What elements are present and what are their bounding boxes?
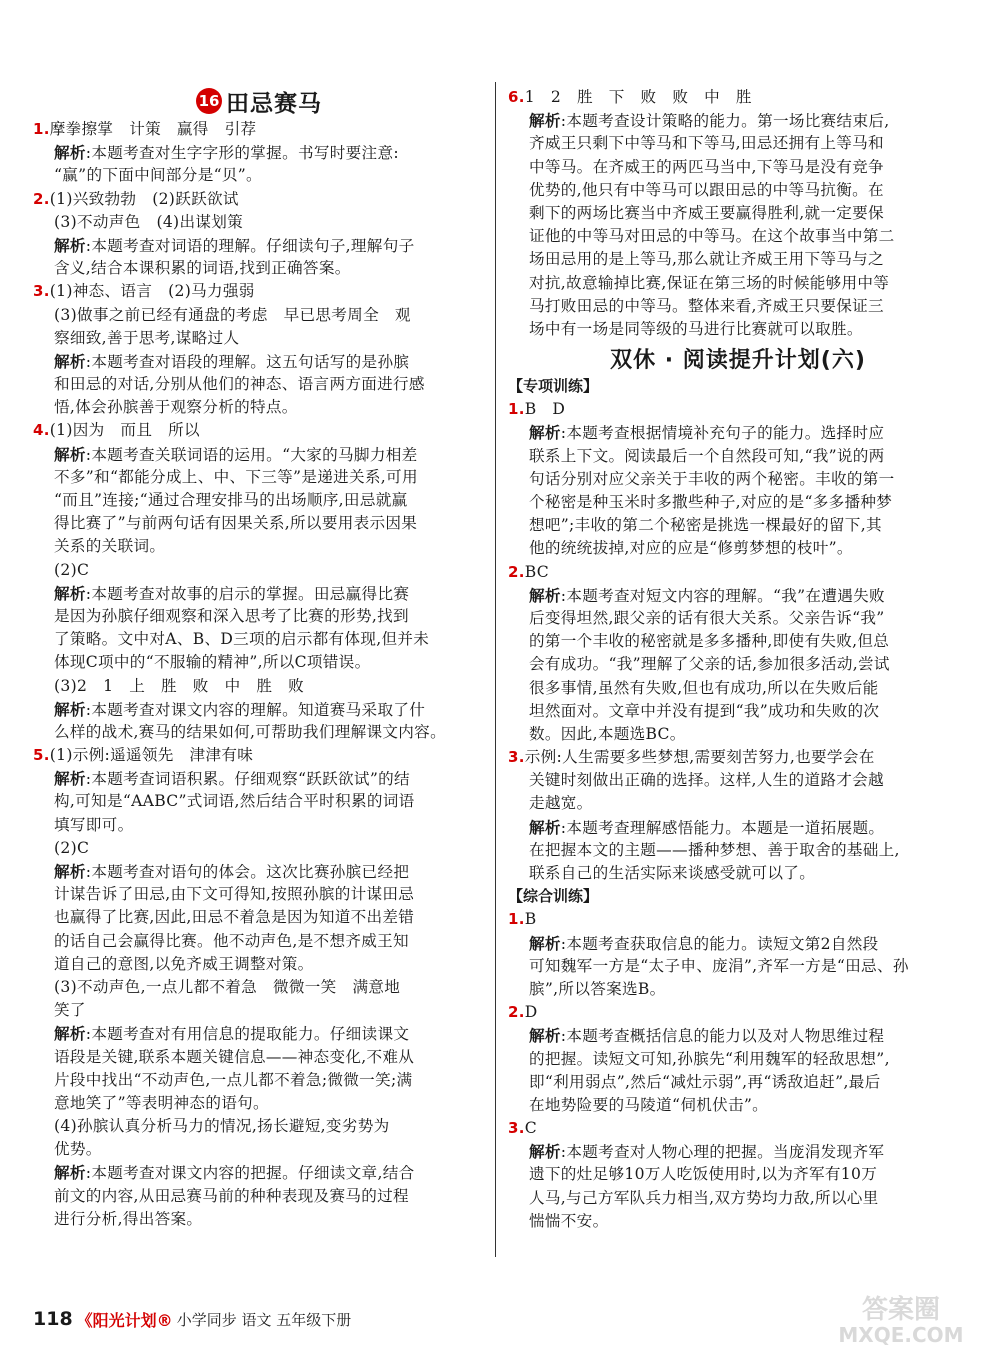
question-number: 2.: [508, 562, 525, 581]
line-text: 的把握。读短文可知,孙膑先“利用魏军的轻敌思想”,: [529, 1049, 890, 1068]
line-text: C: [524, 1119, 537, 1138]
text-line: [33, 837, 485, 860]
line-text: 个秘密是种玉米时多撒些种子,对应的是“多多播种梦: [529, 493, 893, 511]
text-line: [508, 132, 968, 155]
text-line: [33, 628, 485, 651]
text-line: [33, 234, 485, 257]
page-number: 118: [33, 1308, 73, 1330]
text-line: [508, 1094, 968, 1117]
line-text: 即“利用弱点”,然后“减灶示弱”,再“诱敌追赶”,最后: [529, 1072, 881, 1091]
brand-name: 《阳光计划®: [76, 1310, 173, 1330]
line-text: 后变得坦然,跟父亲的话有很大关系。父亲告诉“我”: [529, 608, 885, 627]
text-line: [33, 304, 485, 327]
text-line: [508, 272, 968, 295]
analysis-label: 解析: [529, 933, 561, 953]
text-line: [508, 677, 968, 700]
line-text: 示例:人生需要多些梦想,需要刻苦努力,也要学会在: [524, 748, 875, 767]
lesson-number-badge: 16: [196, 88, 222, 114]
line-text: 对抗,故意输掉比赛,保证在第三场的时候能够用中等: [529, 273, 890, 292]
special-training-heading: 【专项训练】: [508, 377, 599, 396]
line-text: B: [524, 910, 537, 929]
line-text: 关键时刻做出正确的选择。这样,人生的道路才会越: [529, 771, 884, 790]
question-number: 6.: [508, 88, 525, 106]
line-text: 也赢得了比赛,因此,田忌不着急是因为知道不出差错: [54, 908, 415, 927]
text-line: [33, 953, 485, 976]
analysis-label: 解析: [529, 423, 561, 443]
lesson-answers: [33, 118, 485, 1231]
special-training-answers: [508, 398, 968, 885]
line-text: 笑了: [54, 1001, 86, 1020]
line-text: 察细致,善于思考,谋略过人: [54, 328, 240, 347]
line-text: :本题考查对词语的理解。仔细读句子,理解句子: [85, 236, 415, 255]
line-text: 优势的,他只有中等马可以跟田忌的中等马抗衡。在: [529, 180, 884, 199]
text-line: [33, 675, 485, 698]
text-line: [33, 860, 485, 883]
line-text: “赢”的下面中间部分是“贝”。: [54, 166, 262, 185]
text-line: [33, 814, 485, 837]
text-line: [508, 1187, 968, 1210]
lesson-answers-continued: [508, 86, 968, 341]
line-text: 遗下的灶足够10万人吃饭使用时,以为齐军有10万: [529, 1165, 878, 1184]
line-text: 计谋告诉了田忌,由下文可得知,按照孙膑的计谋田忌: [54, 885, 415, 904]
text-line: [508, 932, 968, 955]
text-line: [33, 188, 485, 211]
line-text: 在把握本文的主题——播种梦想、善于取舍的基础上,: [529, 840, 900, 859]
text-line: [508, 769, 968, 792]
text-line: [508, 839, 968, 862]
text-line: [33, 976, 485, 999]
text-line: [508, 514, 968, 537]
text-line: [33, 373, 485, 396]
text-line: [33, 512, 485, 535]
line-text: (1)因为 而且 所以: [49, 421, 200, 440]
watermark-logo: [816, 1290, 986, 1348]
text-line: [33, 327, 485, 350]
line-text: 体现C项中的“不服输的精神”,所以C项错误。: [54, 653, 371, 672]
line-text: 会有成功。“我”理解了父亲的话,参加很多活动,尝试: [529, 655, 890, 674]
line-text: “而且”连接;“通过合理安排马的出场顺序,田忌就赢: [54, 491, 408, 509]
page-footer: [33, 1307, 351, 1331]
line-text: (2)C: [54, 560, 90, 579]
text-line: [508, 421, 968, 444]
analysis-label: 解析: [529, 817, 561, 837]
line-text: 进行分析,得出答案。: [54, 1209, 203, 1228]
analysis-label: 解析: [54, 583, 86, 603]
line-text: 道自己的意图,以免齐威王调整对策。: [54, 954, 314, 973]
line-text: (1)兴致勃勃 (2)跃跃欲试: [49, 189, 239, 208]
line-text: 意地笑了”等表明神态的语句。: [54, 1093, 269, 1112]
analysis-label: 解析: [529, 111, 561, 131]
text-line: [508, 700, 968, 723]
text-line: [33, 257, 485, 280]
line-text: 关系的关联词。: [54, 537, 166, 556]
text-line: [33, 350, 485, 373]
text-line: [508, 537, 968, 560]
text-line: [33, 906, 485, 929]
text-line: [33, 396, 485, 419]
text-line: [508, 468, 968, 491]
text-line: [33, 1115, 485, 1138]
line-text: 的第一个丰收的秘密就是多多播种,即使有失败,但总: [529, 632, 890, 651]
analysis-label: 解析: [54, 1024, 86, 1044]
analysis-label: 解析: [54, 769, 86, 789]
line-text: (3)2 1 上 胜 败 中 胜 败: [54, 676, 305, 695]
line-text: :本题考查理解感悟能力。本题是一道拓展题。: [560, 818, 885, 837]
text-line: [508, 1117, 968, 1140]
line-text: 前文的内容,从田忌赛马前的种种表现及赛马的过程: [54, 1186, 409, 1205]
text-line: [508, 816, 968, 839]
text-line: [508, 225, 968, 248]
text-line: [508, 318, 968, 341]
line-text: :本题考查获取信息的能力。读短文第2自然段: [560, 934, 879, 953]
comprehensive-training-heading: 【综合训练】: [508, 887, 599, 906]
text-line: [33, 605, 485, 628]
line-text: 了策略。文中对A、B、D三项的启示都有体现,但并未: [54, 630, 430, 649]
line-text: 联系上下文。阅读最后一个自然段可知,“我”说的两: [529, 446, 885, 465]
lesson-heading: [33, 86, 485, 116]
line-text: (2)C: [54, 838, 90, 857]
line-text: (3)做事之前已经有通盘的考虑 早已思考周全 观: [54, 305, 411, 324]
text-line: [508, 561, 968, 584]
text-line: [33, 999, 485, 1022]
text-line: [508, 607, 968, 630]
line-text: 膑”,所以答案选B。: [529, 979, 666, 998]
text-line: [33, 419, 485, 442]
analysis-label: 解析: [54, 351, 86, 371]
line-text: 优势。: [54, 1140, 102, 1159]
text-line: [33, 443, 485, 466]
question-number: 4.: [33, 421, 50, 440]
analysis-label: 解析: [54, 444, 86, 464]
line-text: 不多”和“都能分成上、中、下三等”是递进关系,可用: [54, 467, 418, 486]
line-text: (4)孙膑认真分析马力的情况,扬长避短,变劣势为: [54, 1117, 390, 1136]
text-line: [508, 398, 968, 421]
text-line: [33, 790, 485, 813]
line-text: :本题考查概括信息的能力以及对人物思维过程: [560, 1027, 885, 1046]
text-line: [33, 1208, 485, 1231]
line-text: 得比赛了”与前两句话有因果关系,所以要用表示因果: [54, 514, 418, 533]
line-text: :本题考查关联词语的运用。“大家的马脚力相差: [85, 445, 418, 464]
text-line: [508, 202, 968, 225]
column-divider: [495, 82, 496, 1257]
analysis-label: 解析: [54, 235, 86, 255]
text-line: [33, 883, 485, 906]
text-line: [508, 1140, 968, 1163]
watermark-big-text: 答案圈: [861, 1295, 941, 1325]
text-line: [33, 721, 485, 744]
text-line: [508, 1001, 968, 1024]
question-number: 2.: [508, 1003, 525, 1022]
line-text: 剩下的两场比赛当中齐威王要赢得胜利,就一定要保: [529, 203, 884, 222]
text-line: [33, 141, 485, 164]
line-text: 填写即可。: [54, 815, 134, 834]
text-line: [508, 908, 968, 931]
text-line: [33, 930, 485, 953]
line-text: 齐威王只剩下中等马和下等马,田忌还拥有上等马和: [529, 134, 884, 153]
line-text: 悟,体会孙膑善于观察分析的特点。: [54, 398, 298, 417]
text-line: [508, 445, 968, 468]
line-text: (3)不动声色,一点儿都不着急 微微一笑 满意地: [54, 977, 401, 996]
text-line: [33, 744, 485, 767]
text-line: [33, 1046, 485, 1069]
line-text: :本题考查对语句的体会。这次比赛孙膑已经把: [85, 863, 410, 881]
line-text: (1)示例:遥遥领先 津津有味: [49, 746, 254, 765]
text-line: [508, 584, 968, 607]
text-line: [508, 1210, 968, 1233]
analysis-label: 解析: [54, 1163, 86, 1183]
text-line: [33, 698, 485, 721]
text-line: [508, 1163, 968, 1186]
question-number: 1.: [33, 120, 50, 138]
line-text: 走越宽。: [529, 794, 593, 813]
text-line: [33, 651, 485, 674]
section-title: 双休 · 阅读提升计划(六): [610, 347, 866, 373]
line-text: 摩拳擦掌 计策 赢得 引荐: [49, 120, 257, 138]
text-line: [508, 723, 968, 746]
text-line: [33, 767, 485, 790]
line-text: 证他的中等马对田忌的中等马。在这个故事当中第二: [529, 227, 895, 246]
text-line: [33, 1138, 485, 1161]
watermark-url: MXQE.COM: [838, 1323, 964, 1347]
text-line: [508, 491, 968, 514]
line-text: :本题考查对语段的理解。这五句话写的是孙膑: [85, 352, 410, 371]
line-text: 马打败田忌的中等马。整体来看,齐威王只要保证三: [529, 296, 884, 315]
text-line: [508, 86, 968, 109]
line-text: (1)神态、语言 (2)马力强弱: [49, 282, 255, 301]
line-text: D: [524, 1003, 538, 1022]
text-line: [508, 1071, 968, 1094]
line-text: :本题考查对课文内容的理解。知道赛马采取了什: [85, 700, 426, 719]
analysis-label: 解析: [529, 585, 561, 605]
line-text: :本题考查对故事的启示的掌握。田忌赢得比赛: [85, 584, 410, 603]
analysis-label: 解析: [54, 862, 86, 881]
line-text: 和田忌的对话,分别从他们的神态、语言两方面进行感: [54, 375, 425, 394]
question-number: 2.: [33, 189, 50, 208]
line-text: 数。因此,本题选BC。: [529, 724, 686, 743]
text-line: [33, 211, 485, 234]
text-line: [508, 109, 968, 132]
text-line: [508, 653, 968, 676]
line-text: 想吧”;丰收的第二个秘密是挑选一棵最好的留下,其: [529, 516, 882, 535]
line-text: 坦然面对。文章中并没有提到“我”成功和失败的次: [529, 701, 880, 720]
question-number: 3.: [33, 282, 50, 301]
line-text: 构,可知是“AABC”式词语,然后结合平时积累的词语: [54, 792, 415, 811]
line-text: 是因为孙膑仔细观察和深入思考了比赛的形势,找到: [54, 606, 409, 625]
text-line: [508, 955, 968, 978]
line-text: 场田忌用的是上等马,那么就让齐威王用下等马与之: [529, 250, 884, 269]
text-line: [508, 248, 968, 271]
left-column: [33, 86, 485, 1231]
analysis-label: 解析: [529, 1026, 561, 1046]
line-text: :本题考查对生字字形的掌握。书写时要注意:: [85, 144, 399, 163]
line-text: 惴惴不安。: [529, 1211, 609, 1230]
question-number: 3.: [508, 1119, 525, 1138]
question-number: 3.: [508, 748, 525, 767]
text-line: [508, 156, 968, 179]
line-text: 的话自己会赢得比赛。他不动声色,是不想齐威王知: [54, 931, 409, 950]
line-text: 在地势险要的马陵道“伺机伏击”。: [529, 1095, 769, 1114]
text-line: [508, 862, 968, 885]
comprehensive-training-answers: [508, 908, 968, 1233]
line-text: 中等马。在齐威王的两匹马当中,下等马是没有竞争: [529, 157, 884, 176]
text-line: [33, 559, 485, 582]
line-text: :本题考查对短文内容的理解。“我”在遭遇失败: [560, 586, 885, 605]
text-line: [33, 582, 485, 605]
line-text: :本题考查对有用信息的提取能力。仔细读课文: [85, 1025, 410, 1044]
text-line: [33, 1161, 485, 1184]
text-line: [508, 978, 968, 1001]
text-line: [33, 535, 485, 558]
text-line: [33, 489, 485, 512]
text-line: [33, 1092, 485, 1115]
text-line: [33, 466, 485, 489]
line-text: 很多事情,虽然有失败,但也有成功,所以在失败后能: [529, 678, 879, 697]
text-line: [508, 1024, 968, 1047]
right-column: [508, 86, 968, 1233]
line-text: 他的统统拔掉,对应的应是“修剪梦想的枝叶”。: [529, 539, 853, 558]
line-text: 片段中找出“不动声色,一点儿都不着急;微微一笑;满: [54, 1070, 413, 1089]
line-text: (3)不动声色 (4)出谋划策: [54, 212, 244, 231]
question-number: 1.: [508, 400, 525, 419]
line-text: :本题考查对课文内容的把握。仔细读文章,结合: [85, 1164, 415, 1183]
line-text: 句话分别对应父亲关于丰收的两个秘密。丰收的第一: [529, 469, 895, 488]
lesson-title: 田忌赛马: [226, 90, 322, 117]
line-text: :本题考查根据情境补充句子的能力。选择时应: [560, 424, 885, 443]
text-line: [33, 1022, 485, 1045]
text-line: [33, 1069, 485, 1092]
question-number: 1.: [508, 910, 525, 929]
line-text: BC: [524, 562, 550, 581]
question-number: 5.: [33, 746, 50, 765]
line-text: 场中有一场是同等级的马进行比赛就可以取胜。: [529, 319, 863, 338]
line-text: 联系自己的生活实际来谈感受就可以了。: [529, 864, 816, 882]
text-line: [33, 1185, 485, 1208]
analysis-label: 解析: [54, 699, 86, 719]
text-line: [508, 746, 968, 769]
text-line: [508, 630, 968, 653]
text-line: [33, 280, 485, 303]
line-text: 么样的战术,赛马的结果如何,可帮助我们理解课文内容。: [54, 722, 446, 741]
line-text: 1 2 胜 下 败 败 中 胜: [524, 88, 752, 106]
text-line: [508, 792, 968, 815]
line-text: :本题考查对人物心理的把握。当庞涓发现齐军: [560, 1143, 885, 1162]
line-text: 人马,与己方军队兵力相当,双方势均力敌,所以心里: [529, 1188, 879, 1207]
text-line: [33, 118, 485, 141]
text-line: [508, 1048, 968, 1071]
line-text: :本题考查设计策略的能力。第一场比赛结束后,: [560, 112, 890, 131]
analysis-label: 解析: [529, 1142, 561, 1162]
line-text: B D: [524, 400, 566, 419]
analysis-label: 解析: [54, 143, 86, 163]
line-text: 含义,结合本课积累的词语,找到正确答案。: [54, 259, 351, 278]
book-title: 小学同步 语文 五年级下册: [176, 1310, 352, 1329]
text-line: [33, 164, 485, 187]
text-line: [508, 179, 968, 202]
text-line: [508, 295, 968, 318]
line-text: 可知魏军一方是“太子申、庞涓”,齐军一方是“田忌、孙: [529, 956, 909, 975]
line-text: :本题考查词语积累。仔细观察“跃跃欲试”的结: [85, 770, 410, 789]
line-text: 语段是关键,联系本题关键信息——神态变化,不难从: [54, 1047, 415, 1066]
